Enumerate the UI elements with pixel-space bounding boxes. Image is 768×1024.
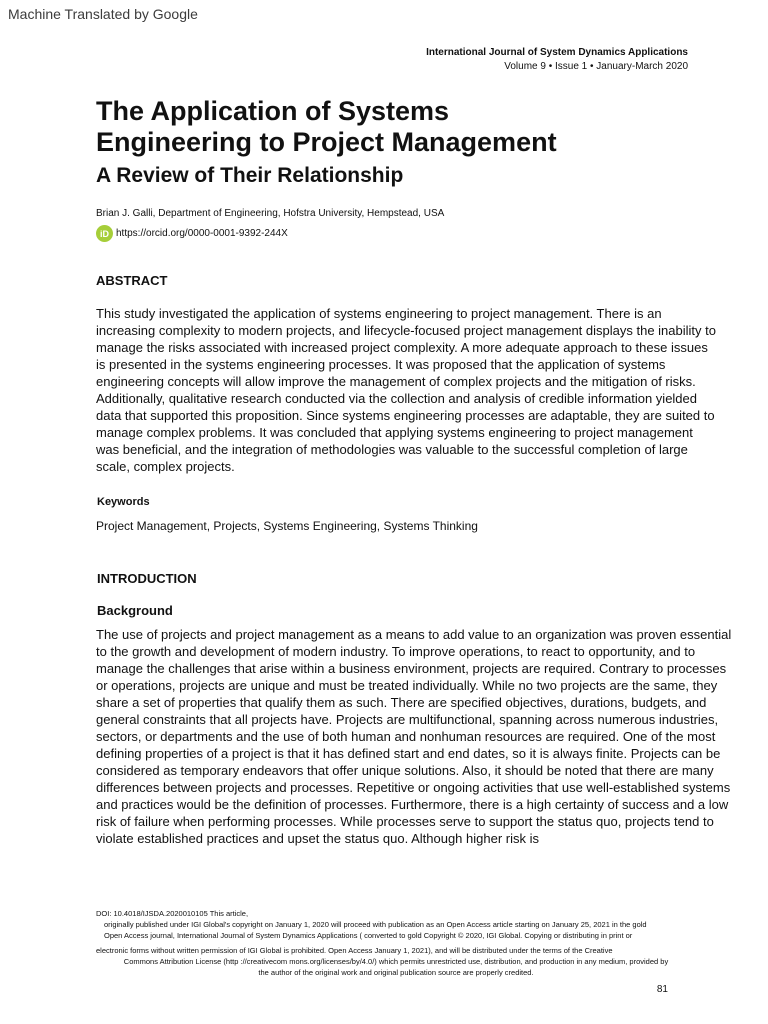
footer-line-5: the author of the original work and original publication source are properly credited.	[258, 968, 534, 977]
abstract-heading: ABSTRACT	[96, 273, 168, 288]
article-title-line-1: The Application of Systems	[96, 96, 450, 126]
keywords-text: Project Management, Projects, Systems Engineering, Systems Thinking	[96, 519, 478, 533]
author-affiliation: Brian J. Galli, Department of Engineering, Hofstra University, Hempstead, USA	[96, 208, 445, 219]
background-subheading: Background	[97, 603, 173, 618]
abstract-text: This study investigated the application of systems engineering to project management. There is an increasing complexity to modern projects, and lifecycle-focused project management displays the inability to manage the risks associated with increased project complexity. A more adequate approach to these issues is presented in the systems engineering processes. It was proposed that the application of systems engineering concepts will allow improve the management of complex projects and the mitigation of risks. Additionally, qualitative research conducted via the collection and analysis of credible information yielded data that supported this proposition. Since systems engineering processes are adaptable, they are suited to manage complex problems. It was concluded that applying systems engineering to project management was beneficial, and the integration of methodologies was valuable to the successful completion of large scale, complex projects.	[96, 306, 716, 474]
journal-issue: Volume 9 • Issue 1 • January-March 2020	[504, 61, 688, 72]
footer-doi: DOI: 10.4018/IJSDA.2020010105 This article,	[96, 909, 249, 918]
article-subtitle: A Review of Their Relationship	[96, 164, 404, 187]
introduction-text: The use of projects and project management as a means to add value to an organization was proven essential to the growth and development of modern industry. To improve operations, to react to opportunity, and to manage the challenges that arise within a business environment, projects are required. Contrary to processes or operations, projects are unique and must be treated individually. While no two projects are the same, they share a set of properties that qualify them as such. There are specified objectives, durations, budgets, and general constraints that all projects have. Projects are multifunctional, spanning across numerous industries, sectors, or departments and the use of both human and nonhuman resources are required. One of the most defining properties of a project is that it has defined start and end dates, so it is always finite. Projects can be considered as temporary endeavors that offer unique solutions. Also, it should be noted that there are many differences between projects and processes. Repetitive or ongoing activities that use well-established systems and practices would be the definition of processes. Furthermore, there is a high certainty of success and a low risk of failure when performing processes. While processes serve to support the status quo, projects tend to violate established practices and upset the status quo. Although higher risk is	[96, 627, 732, 846]
footer-line-3: electronic forms without written permission of IGI Global is prohibited. Open Access January 1, 2021), and will be distributed under the terms of the Creative	[96, 946, 613, 955]
footer-line-1: originally published under IGI Global's copyright on January 1, 2020 will proceed with publication as an Open Access article starting on January 25, 2021 in the gold	[104, 920, 647, 929]
page-number: 81	[656, 984, 668, 995]
article-title-line-2: Engineering to Project Management	[96, 127, 557, 157]
journal-name: International Journal of System Dynamics Applications	[426, 47, 688, 58]
keywords-heading: Keywords	[97, 496, 150, 508]
orcid-link[interactable]: https://orcid.org/0000-0001-9392-244X	[116, 228, 288, 239]
footer-notice	[96, 908, 696, 978]
article-title	[96, 96, 696, 158]
footer-line-2: Open Access journal, International Journal of System Dynamics Applications ( converted to gold Copyright © 2020, IGI Global. Copying or distributing in print or	[104, 931, 633, 940]
machine-translation-banner: Machine Translated by Google	[8, 6, 198, 22]
orcid-icon: iD	[96, 225, 113, 242]
orcid-row	[96, 225, 288, 242]
footer-line-4: Commons Attribution License (http ://creativecom mons.org/licenses/by/4.0/) which permits unrestricted use, distribution, and production in any medium, provided by	[123, 957, 669, 966]
introduction-heading: INTRODUCTION	[97, 571, 197, 586]
journal-header	[426, 46, 688, 74]
